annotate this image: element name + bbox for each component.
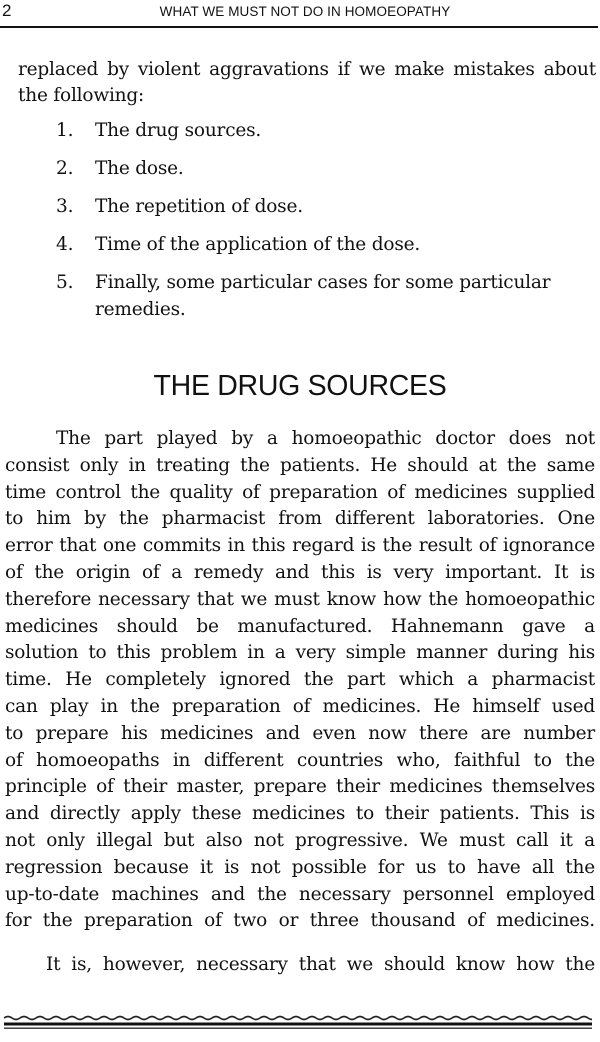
list-item-number: 1.: [56, 120, 74, 141]
list-item-number: 3.: [56, 196, 74, 217]
text-line: not only illegal but also not progressive. We must call it a: [5, 829, 595, 851]
text-line: The part played by a homoeopathic doctor does not: [56, 428, 595, 449]
running-head: WHAT WE MUST NOT DO IN HOMOEOPATHY: [159, 4, 451, 19]
list-item-text: The drug sources.: [95, 120, 262, 141]
text-line: time control the quality of preparation of medicines supplied: [5, 481, 595, 503]
numbered-list: [56, 118, 596, 323]
list-item-text: The dose.: [95, 158, 184, 179]
text-line: for the preparation of two or three thousand of medicines.: [5, 910, 595, 932]
list-item-number: 4.: [56, 234, 74, 255]
page-header: [0, 0, 600, 30]
text-line: time. He completely ignored the part which a pharmacist: [5, 669, 595, 691]
list-item-text: Time of the application of the dose.: [95, 234, 421, 255]
list-item: [56, 270, 596, 323]
text-line: medicines should be manufactured. Hahnemann gave a: [5, 615, 595, 637]
text-line: solution to this problem in a very simple manner during his: [5, 642, 595, 664]
list-item: [56, 156, 596, 183]
list-item-text: Finally, some particular cases for some particular remedies.: [95, 272, 551, 320]
body-paragraph: [5, 426, 595, 935]
list-item-text: The repetition of dose.: [95, 196, 303, 217]
text-line: It is, however, necessary that we should know how the: [46, 954, 595, 975]
page-number: 2: [2, 1, 12, 20]
intro-paragraph: replaced by violent aggravations if we make mistakes about the following:: [18, 59, 596, 106]
text-line: and directly apply these medicines to their patients. This is: [5, 803, 595, 825]
list-item-number: 2.: [56, 158, 74, 179]
text-line: regression because it is not possible for us to have all the: [5, 856, 595, 878]
text-line: error that one commits in this regard is the result of ignorance: [5, 535, 595, 557]
section-title: THE DRUG SOURCES: [153, 370, 447, 402]
text-line: to prepare his medicines and even now there are number: [5, 722, 595, 744]
text-line: principle of their master, prepare their medicines themselves: [5, 776, 595, 798]
text-line: therefore necessary that we must know how the homoeopathic: [5, 588, 595, 610]
text-line: of homoeopaths in different countries who, faithful to the: [5, 749, 595, 771]
text-line: consist only in treating the patients. He should at the same: [5, 454, 595, 476]
text-line: can play in the preparation of medicines. He himself used: [5, 695, 595, 717]
footer-ornamental-rule: [4, 1010, 592, 1032]
header-rule: [0, 26, 598, 28]
text-line: to him by the pharmacist from different laboratories. One: [5, 508, 595, 530]
text-line: of the origin of a remedy and this is very important. It is: [5, 561, 595, 583]
list-item: [56, 232, 596, 259]
list-item: [56, 118, 596, 145]
body-paragraph: [5, 952, 595, 979]
list-item: [56, 194, 596, 221]
list-item-number: 5.: [56, 272, 74, 293]
text-line: up-to-date machines and the necessary personnel employed: [5, 883, 595, 905]
